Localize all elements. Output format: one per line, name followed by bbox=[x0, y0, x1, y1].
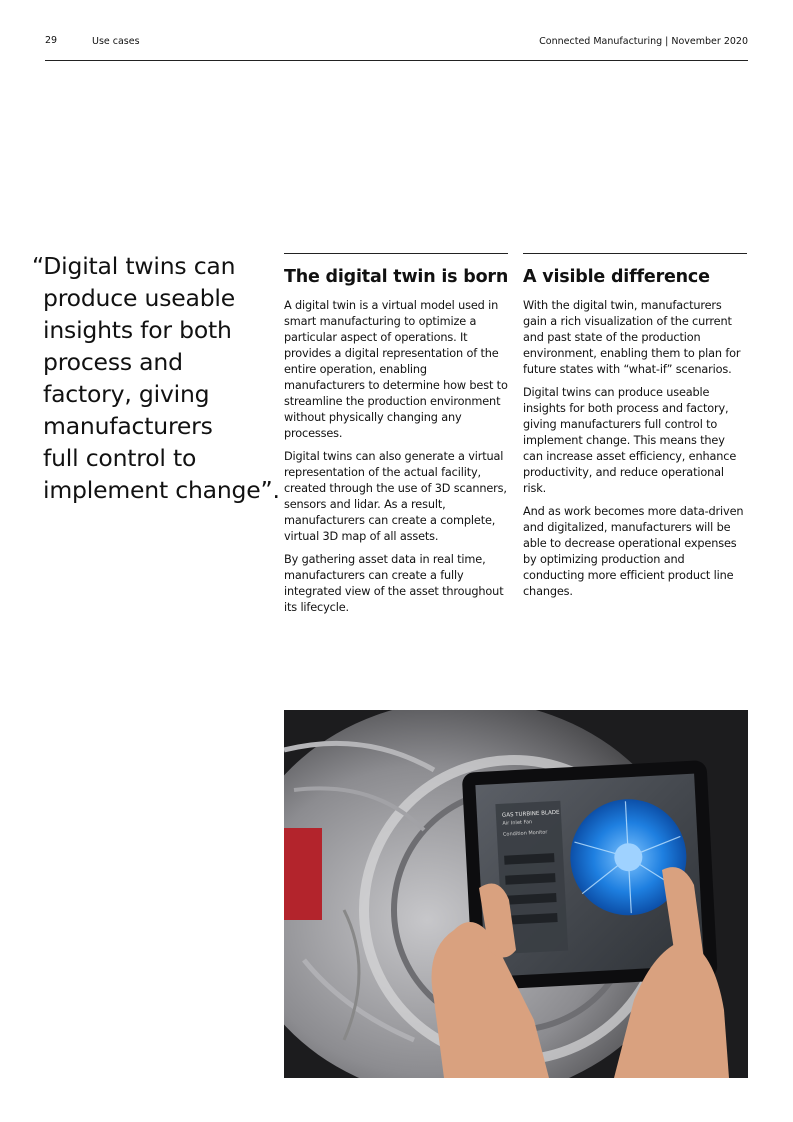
right-paragraph: And as work becomes more data-driven and digitalized, manufacturers will be able to decrease operational expenses by optimizing production and conducting more efficient product line changes. bbox=[523, 505, 744, 598]
right-column bbox=[523, 253, 747, 607]
publication-info: Connected Manufacturing | November 2020 bbox=[539, 36, 748, 47]
pull-quote bbox=[32, 250, 280, 506]
left-column bbox=[284, 253, 508, 623]
quote-line: manufacturers bbox=[43, 412, 213, 440]
quote-line: implement change”. bbox=[43, 476, 280, 504]
page-number: 29 bbox=[45, 35, 58, 46]
left-column-heading: The digital twin is born bbox=[284, 267, 509, 287]
red-component bbox=[284, 828, 322, 920]
quote-line: produce useable bbox=[43, 284, 235, 312]
quote-line: “Digital twins can bbox=[32, 252, 236, 280]
tablet-subtitle-text: Air Inlet Fan bbox=[502, 819, 533, 827]
right-column-heading: A visible difference bbox=[523, 267, 710, 287]
tablet-section-text: Condition Monitor bbox=[502, 829, 548, 838]
left-paragraph: By gathering asset data in real time, manufacturers can create a fully integrated view of the asset throughout its lifecycle. bbox=[284, 553, 504, 614]
right-paragraph: With the digital twin, manufacturers gain a rich visualization of the current and past state of the production environment, enabling them to plan for future states with “what-if” scenarios. bbox=[523, 299, 741, 376]
section-label: Use cases bbox=[92, 36, 140, 47]
left-paragraph: A digital twin is a virtual model used in smart manufacturing to optimize a particular aspect of operations. It provides a digital representation of the entire operation, enabling manufacturers to determine how best to streamline the production environment without physically changing any processes. bbox=[284, 299, 508, 440]
left-paragraph: Digital twins can also generate a virtual representation of the actual facility, created through the use of 3D scanners, sensors and lidar. As a result, manufacturers can create a complete, virtual 3D map of all assets. bbox=[284, 450, 507, 543]
tablet-engine-photo bbox=[284, 710, 748, 1078]
quote-line: factory, giving bbox=[43, 380, 210, 408]
tablet-title-text: GAS TURBINE BLADE bbox=[501, 809, 560, 819]
quote-line: insights for both bbox=[43, 316, 232, 344]
right-paragraph: Digital twins can produce useable insights for both process and factory, giving manufacturers full control to implement change. This means they can increase asset efficiency, enhance productivity, and reduce operational risk. bbox=[523, 386, 737, 495]
page-header bbox=[45, 33, 748, 61]
quote-line: process and bbox=[43, 348, 183, 376]
quote-line: full control to bbox=[43, 444, 197, 472]
